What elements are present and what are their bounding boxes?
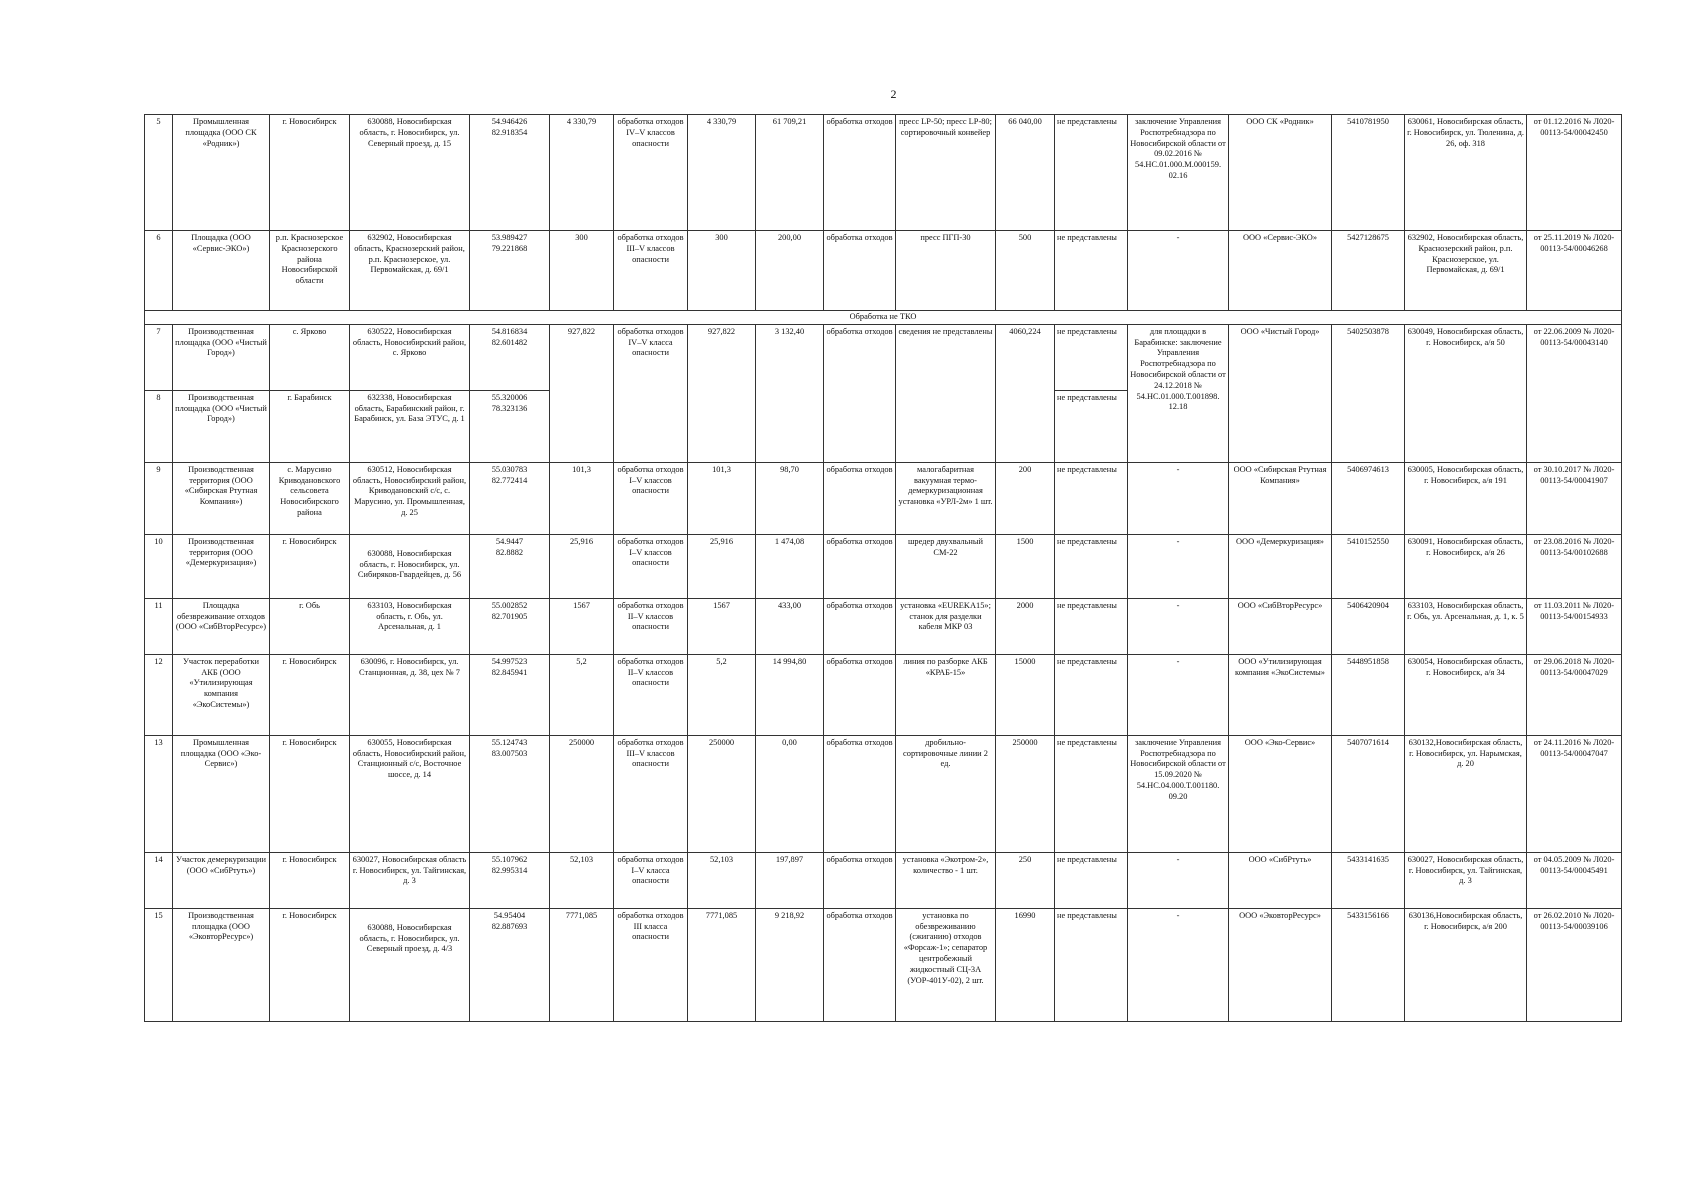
facility-address: 633103, Новосибирская область, г. Обь, ул. Арсенальная, д. 1 (350, 598, 470, 654)
facility-location: г. Новосибирск (270, 735, 350, 852)
operator-address: 630132,Новосибирская область, г. Новосибирск, ул. Нарымская, д. 20 (1405, 735, 1527, 852)
row-number: 10 (145, 534, 173, 598)
operator-inn: 5402503878 (1332, 324, 1405, 462)
operator-name: ООО «ЭковторРесурс» (1229, 908, 1332, 1021)
facility-name: Промышленная площадка (ООО «Эко-Сервис») (173, 735, 270, 852)
equipment: шредер двухвальный СМ-22 (896, 534, 996, 598)
design-capacity: 52,103 (550, 852, 614, 908)
equipment-capacity: 16990 (996, 908, 1055, 1021)
facility-name: Промышленная площадка (ООО СК «Родник») (173, 115, 270, 231)
facility-address: 630512, Новосибирская область, Новосибирский район, Криводановский с/с, с. Марусино, ул. Промышленная, д. 25 (350, 462, 470, 534)
operator-name: ООО «СибВторРесурс» (1229, 598, 1332, 654)
monitoring-data: не представлены (1055, 324, 1128, 390)
equipment-capacity: 15000 (996, 654, 1055, 735)
operator-address: 633103, Новосибирская область, г. Обь, ул. Арсенальная, д. 1, к. 5 (1405, 598, 1527, 654)
equipment: малогабаритная вакуумная термо-демеркуризационная установка «УРЛ-2м» 1 шт. (896, 462, 996, 534)
facility-address: 630027, Новосибирская область г. Новосибирск, ул. Тайгинская, д. 3 (350, 852, 470, 908)
operation-type: обработка отходов (824, 534, 896, 598)
section-header: Обработка не ТКО (145, 311, 1622, 325)
equipment-capacity: 200 (996, 462, 1055, 534)
waste-volume: 61 709,21 (756, 115, 824, 231)
row-number: 5 (145, 115, 173, 231)
operator-address: 630136,Новосибирская область, г. Новосибирск, а/я 200 (1405, 908, 1527, 1021)
operator-address: 630061, Новосибирская область, г. Новосибирск, ул. Тюленина, д. 26, оф. 318 (1405, 115, 1527, 231)
operator-name: ООО «Утилизирующая компания «ЭкоСистемы» (1229, 654, 1332, 735)
equipment: установка «Экотром-2», количество - 1 шт. (896, 852, 996, 908)
facility-address: 630522, Новосибирская область, Новосибирский район, с. Ярково (350, 324, 470, 390)
facility-location: г. Новосибирск (270, 115, 350, 231)
facility-address: 632338, Новосибирская область, Барабинский район, г. Барабинск, ул. База ЭТУС, д. 1 (350, 390, 470, 462)
operator-address: 630027, Новосибирская область, г. Новосибирск, ул. Тайгинская, д. 3 (1405, 852, 1527, 908)
operator-inn: 5410152550 (1332, 534, 1405, 598)
facility-coordinates: 54.95404 82.887693 (470, 908, 550, 1021)
operator-inn: 5407071614 (1332, 735, 1405, 852)
operation-type: обработка отходов (824, 908, 896, 1021)
row-number: 11 (145, 598, 173, 654)
sanitary-conclusion: заключение Управления Роспотребнадзора по Новосибирской области от 15.09.2020 № 54.НС.04.000.Т.001180. 09.20 (1128, 735, 1229, 852)
operator-inn: 5406420904 (1332, 598, 1405, 654)
facilities-table (144, 114, 1622, 1022)
table-row (145, 115, 1622, 231)
operator-inn: 5448951858 (1332, 654, 1405, 735)
license-info: от 25.11.2019 № Л020-00113-54/00046268 (1527, 231, 1622, 311)
row-number: 7 (145, 324, 173, 390)
actual-volume: 4 330,79 (688, 115, 756, 231)
equipment-capacity: 250000 (996, 735, 1055, 852)
facility-coordinates: 55.124743 83.007503 (470, 735, 550, 852)
table-row (145, 534, 1622, 598)
waste-volume: 9 218,92 (756, 908, 824, 1021)
row-number: 14 (145, 852, 173, 908)
equipment: пресс ПГП-30 (896, 231, 996, 311)
facility-address: 630055, Новосибирская область, Новосибирский район, Станционный с/с, Восточное шоссе, д. 14 (350, 735, 470, 852)
operator-name: ООО СК «Родник» (1229, 115, 1332, 231)
operation-type: обработка отходов (824, 654, 896, 735)
sanitary-conclusion: - (1128, 534, 1229, 598)
facility-address: 630088, Новосибирская область, г. Новосибирск, ул. Сибиряков-Гвардейцев, д. 56 (350, 534, 470, 598)
actual-volume: 5,2 (688, 654, 756, 735)
activity-type: обработка отходов IV–V классов опасности (614, 115, 688, 231)
equipment: пресс LP-50; пресс LP-80; сортировочный конвейер (896, 115, 996, 231)
equipment-capacity: 250 (996, 852, 1055, 908)
facility-location: г. Обь (270, 598, 350, 654)
facility-location: г. Новосибирск (270, 852, 350, 908)
table-row (145, 598, 1622, 654)
equipment-capacity: 1500 (996, 534, 1055, 598)
operator-name: ООО «СибРтуть» (1229, 852, 1332, 908)
operator-name: ООО «Сервис-ЭКО» (1229, 231, 1332, 311)
actual-volume: 250000 (688, 735, 756, 852)
license-info: от 24.11.2016 № Л020-00113-54/00047047 (1527, 735, 1622, 852)
activity-type: обработка отходов I–V классов опасности (614, 462, 688, 534)
activity-type: обработка отходов II–V классов опасности (614, 598, 688, 654)
row-number: 13 (145, 735, 173, 852)
row-number: 12 (145, 654, 173, 735)
operator-address: 630054, Новосибирская область, г. Новосибирск, а/я 34 (1405, 654, 1527, 735)
operator-name: ООО «Эко-Сервис» (1229, 735, 1332, 852)
facility-name: Участок переработки АКБ (ООО «Утилизирующая компания «ЭкоСистемы») (173, 654, 270, 735)
facility-coordinates: 55.030783 82.772414 (470, 462, 550, 534)
waste-volume: 1 474,08 (756, 534, 824, 598)
operation-type: обработка отходов (824, 115, 896, 231)
waste-volume: 14 994,80 (756, 654, 824, 735)
facility-coordinates: 54.9447 82.8882 (470, 534, 550, 598)
license-info: от 29.06.2018 № Л020-00113-54/00047029 (1527, 654, 1622, 735)
design-capacity: 1567 (550, 598, 614, 654)
actual-volume: 101,3 (688, 462, 756, 534)
equipment-capacity: 500 (996, 231, 1055, 311)
monitoring-data: не представлены (1055, 231, 1128, 311)
facility-name: Площадка (ООО «Сервис-ЭКО») (173, 231, 270, 311)
operator-address: 630049, Новосибирская область, г. Новосибирск, а/я 50 (1405, 324, 1527, 462)
design-capacity: 927,822 (550, 324, 614, 462)
facility-name: Производственная площадка (ООО «ЭковторРесурс») (173, 908, 270, 1021)
facility-coordinates: 54.997523 82.845941 (470, 654, 550, 735)
license-info: от 23.08.2016 № Л020-00113-54/00102688 (1527, 534, 1622, 598)
facility-location: с. Ярково (270, 324, 350, 390)
operator-address: 630091, Новосибирская область, г. Новосибирск, а/я 26 (1405, 534, 1527, 598)
activity-type: обработка отходов I–V класса опасности (614, 852, 688, 908)
design-capacity: 250000 (550, 735, 614, 852)
table-row (145, 231, 1622, 311)
operation-type: обработка отходов (824, 598, 896, 654)
license-info: от 22.06.2009 № Л020-00113-54/00043140 (1527, 324, 1622, 462)
design-capacity: 101,3 (550, 462, 614, 534)
waste-volume: 200,00 (756, 231, 824, 311)
operator-name: ООО «Чистый Город» (1229, 324, 1332, 462)
operator-name: ООО «Демеркуризация» (1229, 534, 1332, 598)
actual-volume: 7771,085 (688, 908, 756, 1021)
activity-type: обработка отходов III класса опасности (614, 908, 688, 1021)
table-row (145, 852, 1622, 908)
activity-type: обработка отходов III–V классов опасности (614, 231, 688, 311)
facility-address: 630088, Новосибирская область, г. Новосибирск, ул. Северный проезд, д. 15 (350, 115, 470, 231)
facility-name: Производственная площадка (ООО «Чистый Город») (173, 390, 270, 462)
design-capacity: 25,916 (550, 534, 614, 598)
monitoring-data: не представлены (1055, 390, 1128, 462)
actual-volume: 52,103 (688, 852, 756, 908)
monitoring-data: не представлены (1055, 115, 1128, 231)
equipment: сведения не представлены (896, 324, 996, 462)
license-info: от 26.02.2010 № Л020-00113-54/00039106 (1527, 908, 1622, 1021)
monitoring-data: не представлены (1055, 735, 1128, 852)
facility-address: 630096, г. Новосибирск, ул. Станционная, д. 38, цех № 7 (350, 654, 470, 735)
facility-location: р.п. Краснозерское Краснозерского района Новосибирской области (270, 231, 350, 311)
design-capacity: 5,2 (550, 654, 614, 735)
row-number: 9 (145, 462, 173, 534)
equipment: линия по разборке АКБ «КРАБ-15» (896, 654, 996, 735)
facility-coordinates: 53.989427 79.221868 (470, 231, 550, 311)
sanitary-conclusion: - (1128, 231, 1229, 311)
facility-location: г. Новосибирск (270, 534, 350, 598)
table-row (145, 324, 1622, 390)
operation-type: обработка отходов (824, 231, 896, 311)
monitoring-data: не представлены (1055, 908, 1128, 1021)
facility-name: Производственная площадка (ООО «Чистый Город») (173, 324, 270, 390)
activity-type: обработка отходов II–V классов опасности (614, 654, 688, 735)
sanitary-conclusion: - (1128, 654, 1229, 735)
monitoring-data: не представлены (1055, 852, 1128, 908)
facility-coordinates: 54.946426 82.918354 (470, 115, 550, 231)
waste-volume: 433,00 (756, 598, 824, 654)
equipment-capacity: 2000 (996, 598, 1055, 654)
sanitary-conclusion: - (1128, 852, 1229, 908)
operator-inn: 5433141635 (1332, 852, 1405, 908)
facility-name: Производственная территория (ООО «Демеркуризация») (173, 534, 270, 598)
facility-name: Участок демеркуризации (ООО «СибРтуть») (173, 852, 270, 908)
facility-location: с. Марусино Криводановского сельсовета Новосибирского района (270, 462, 350, 534)
table-row (145, 908, 1622, 1021)
operator-name: ООО «Сибирская Ртутная Компания» (1229, 462, 1332, 534)
actual-volume: 300 (688, 231, 756, 311)
monitoring-data: не представлены (1055, 534, 1128, 598)
monitoring-data: не представлены (1055, 654, 1128, 735)
sanitary-conclusion: для площадки в Барабинске: заключение Управления Роспотребнадзора по Новосибирской области от 24.12.2018 № 54.НС.01.000.Т.001898. 12.18 (1128, 324, 1229, 462)
facility-coordinates: 54.816834 82.601482 (470, 324, 550, 390)
waste-volume: 0,00 (756, 735, 824, 852)
section-header-row (145, 311, 1622, 325)
sanitary-conclusion: заключение Управления Роспотребнадзора по Новосибирской области от 09.02.2016 № 54.НС.01.000.М.000159. 02.16 (1128, 115, 1229, 231)
design-capacity: 7771,085 (550, 908, 614, 1021)
operator-inn: 5406974613 (1332, 462, 1405, 534)
page-number: 2 (890, 87, 897, 101)
facility-location: г. Барабинск (270, 390, 350, 462)
equipment-capacity: 4060,224 (996, 324, 1055, 462)
operation-type: обработка отходов (824, 324, 896, 462)
operation-type: обработка отходов (824, 852, 896, 908)
equipment: установка «EUREKA15»; станок для разделки кабеля МКР 03 (896, 598, 996, 654)
table-row (145, 735, 1622, 852)
waste-volume: 98,70 (756, 462, 824, 534)
operator-inn: 5410781950 (1332, 115, 1405, 231)
facility-name: Производственная территория (ООО «Сибирская Ртутная Компания») (173, 462, 270, 534)
operator-address: 630005, Новосибирская область, г. Новосибирск, а/я 191 (1405, 462, 1527, 534)
operation-type: обработка отходов (824, 462, 896, 534)
license-info: от 04.05.2009 № Л020-00113-54/00045491 (1527, 852, 1622, 908)
facility-location: г. Новосибирск (270, 654, 350, 735)
license-info: от 01.12.2016 № Л020-00113-54/00042450 (1527, 115, 1622, 231)
actual-volume: 927,822 (688, 324, 756, 462)
license-info: от 11.03.2011 № Л020-00113-54/00154933 (1527, 598, 1622, 654)
row-number: 6 (145, 231, 173, 311)
sanitary-conclusion: - (1128, 462, 1229, 534)
sanitary-conclusion: - (1128, 598, 1229, 654)
equipment: установка по обезвреживанию (сжиганию) отходов «Форсаж-1»; сепаратор центробежный жидкостный СЦ-3А (УОР-401У-02), 2 шт. (896, 908, 996, 1021)
operator-inn: 5427128675 (1332, 231, 1405, 311)
design-capacity: 300 (550, 231, 614, 311)
actual-volume: 25,916 (688, 534, 756, 598)
row-number: 15 (145, 908, 173, 1021)
facility-address: 630088, Новосибирская область, г. Новосибирск, ул. Северный проезд, д. 4/3 (350, 908, 470, 1021)
monitoring-data: не представлены (1055, 598, 1128, 654)
equipment: дробильно-сортировочные линии 2 ед. (896, 735, 996, 852)
design-capacity: 4 330,79 (550, 115, 614, 231)
facility-location: г. Новосибирск (270, 908, 350, 1021)
facility-address: 632902, Новосибирская область, Краснозерский район, р.п. Краснозерское, ул. Первомайская, д. 69/1 (350, 231, 470, 311)
license-info: от 30.10.2017 № Л020-00113-54/00041907 (1527, 462, 1622, 534)
activity-type: обработка отходов IV–V класса опасности (614, 324, 688, 462)
monitoring-data: не представлены (1055, 462, 1128, 534)
sanitary-conclusion: - (1128, 908, 1229, 1021)
table-row (145, 462, 1622, 534)
waste-volume: 197,897 (756, 852, 824, 908)
equipment-capacity: 66 040,00 (996, 115, 1055, 231)
waste-volume: 3 132,40 (756, 324, 824, 462)
facility-coordinates: 55.320006 78.323136 (470, 390, 550, 462)
operator-inn: 5433156166 (1332, 908, 1405, 1021)
row-number: 8 (145, 390, 173, 462)
activity-type: обработка отходов I–V классов опасности (614, 534, 688, 598)
operator-address: 632902, Новосибирская область, Краснозерский район, р.п. Краснозерское, ул. Первомайская, д. 69/1 (1405, 231, 1527, 311)
table-row (145, 654, 1622, 735)
facility-coordinates: 55.107962 82.995314 (470, 852, 550, 908)
activity-type: обработка отходов III–V классов опасности (614, 735, 688, 852)
operation-type: обработка отходов (824, 735, 896, 852)
facility-coordinates: 55.002852 82.701905 (470, 598, 550, 654)
actual-volume: 1567 (688, 598, 756, 654)
facility-name: Площадка обезвреживание отходов (ООО «СибВторРесурс») (173, 598, 270, 654)
